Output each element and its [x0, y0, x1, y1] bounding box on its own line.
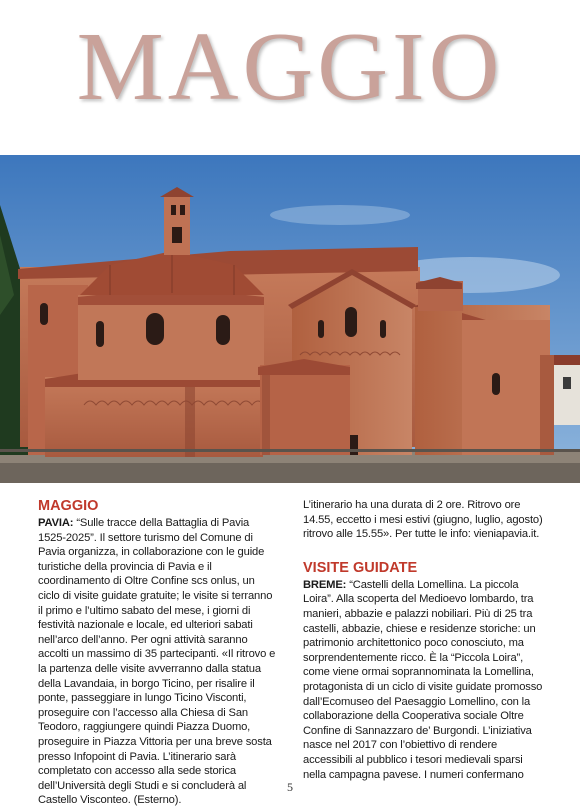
section-heading-maggio: MAGGIO — [38, 498, 99, 514]
paragraph-itinerary: L’itinerario ha una durata di 2 ore. Ritrovo ore 14.55, eccetto i mesi estivi (giugno, luglio, agosto) ritrovo alle 15.55». Per tutte le info: vieniapavia.it. — [303, 499, 543, 541]
page-title: MAGGIO — [76, 13, 504, 121]
basilica-photo — [0, 155, 580, 483]
right-column — [303, 498, 543, 782]
lead-breme: BREME: — [303, 578, 347, 591]
paragraph-pavia — [38, 516, 276, 808]
paragraph-breme — [303, 578, 543, 782]
left-column — [38, 498, 276, 808]
lead-pavia: PAVIA: — [38, 517, 74, 529]
body-pavia: “Sulle tracce della Battaglia di Pavia 1525-2025”. Il settore turismo del Comune di Pavia organizza, in collaborazione con le guide turistiche della provincia di Pavia e il coordinamento di Oltre Confine scs onlus, un ciclo di visite guidate gratuite; le visite si terranno il primo e l’ultimo sabato del mese, i giorni di festività nazionale e locale, ed ulteriori sabati nell’arco dell’anno. Per ogni attività saranno accolti un massimo di 35 partecipanti. «Il ritrovo e la partenza delle visite avverranno dalla statua della Lavandaia, in borgo Ticino, per risalire il ponte, passeggiare in lungo Ticino Visconti, proseguire con l’accesso alla Chiesa di San Teodoro, raggiungere quindi Piazza Duomo, proseguire in Piazza Vittoria per una breve sosta presso Infopoint di Pavia. L’itinerario sarà completato con accesso alla sede storica dell’Università degli Studi e si concluderà al Castello Visconteo. (Esterno). — [38, 517, 276, 807]
page-number: 5 — [287, 780, 293, 794]
body-breme: “Castelli della Lomellina. La piccola Loira”. Alla scoperta del Medioevo lombardo, tra manieri, abbazie e palazzi nobiliari. Più di 25 tra castelli, abbazie, chiese e residenze storiche: un patrimonio architettonico poco conosciuto, ma sorprendentemente ricco. È la “Piccola Loira”, come viene ormai soprannominata la Lomellina, protagonista di un ciclo di visite guidate promosso dall’Ecomuseo del Paesaggio Lomellino, con la collaborazione della Cooperativa sociale Oltre Confine di Sannazzaro de’ Burgondi. L’iniziativa nasce nel 2017 con l’obiettivo di rendere accessibili al pubblico i tesori medievali sparsi nella campagna pavese. I numeri confermano — [303, 578, 543, 781]
section-heading-visite-guidate: VISITE GUIDATE — [303, 559, 418, 576]
